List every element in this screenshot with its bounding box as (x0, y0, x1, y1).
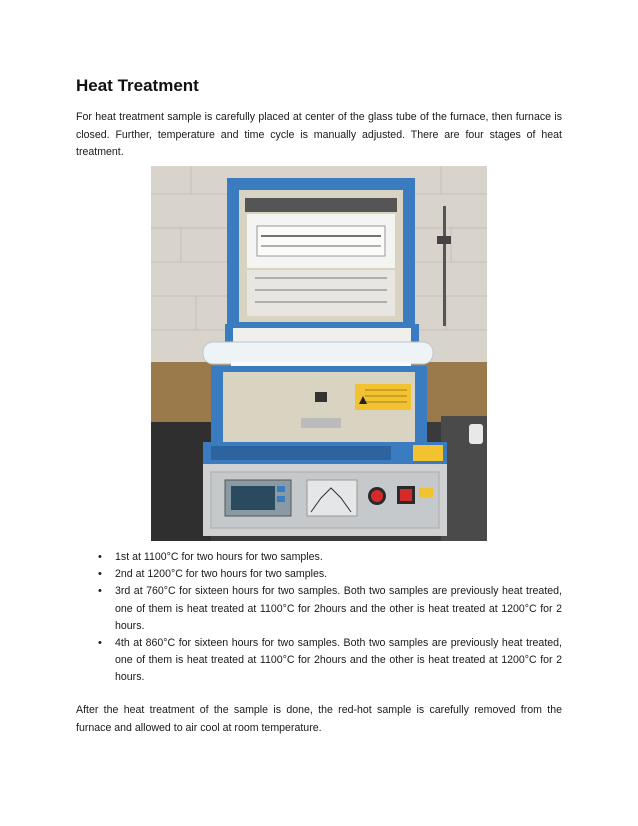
furnace-illustration (151, 166, 487, 541)
stage-list (98, 549, 562, 687)
list-item: • 2nd at 1200°C for two hours for two samples. (98, 566, 562, 583)
list-item: • 3rd at 760°C for sixteen hours for two samples. Both two samples are previously heat treated, one of them is heat treated at 1100°C for 2hours and the other is heat treated at 1200°C for 2 hours. (98, 583, 562, 635)
intro-paragraph: For heat treatment sample is carefully placed at center of the glass tube of the furnace, then furnace is closed. Further, temperature and time cycle is manually adjusted. There are four stages of heat treatment. (76, 111, 562, 158)
list-item: • 1st at 1100°C for two hours for two samples. (98, 549, 562, 566)
list-item: • 4th at 860°C for sixteen hours for two samples. Both two samples are previously heat treated, one of them is heat treated at 1100°C for 2hours and the other is heat treated at 1200°C for 2 hours. (98, 635, 562, 687)
closing-paragraph: After the heat treatment of the sample is done, the red-hot sample is carefully removed from the furnace and allowed to air cool at room temperature. (76, 704, 562, 734)
section-heading: Heat Treatment (76, 76, 199, 95)
furnace-photo (151, 166, 487, 541)
